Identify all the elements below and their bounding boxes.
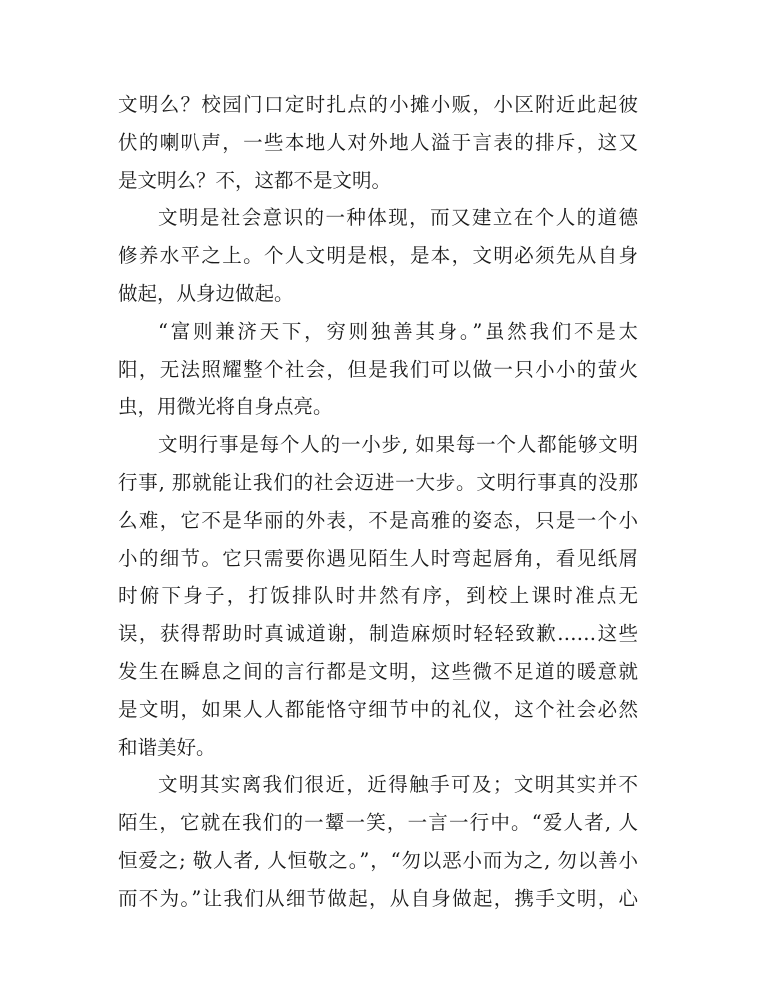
document-body: [118, 86, 638, 918]
text-line: 修养水平之上。个人文明是根，是本，文明必须先从自身: [118, 244, 638, 268]
paragraph: [118, 199, 638, 312]
text-line: 阳，无法照耀整个社会，但是我们可以做一只小小的萤火: [118, 357, 638, 381]
text-line: 文明其实离我们很近，近得触手可及；文明其实并不: [158, 773, 638, 797]
text-line: “富则兼济天下，穷则独善其身。”虽然我们不是太: [158, 319, 638, 343]
text-line: 小的细节。它只需要你遇见陌生人时弯起唇角，看见纸屑: [118, 546, 638, 570]
paragraph: [118, 766, 638, 917]
text-line: 行事, 那就能让我们的社会迈进一大步。文明行事真的没那: [118, 470, 638, 494]
text-line: 恒爱之; 敬人者, 人恒敬之。”，“勿以恶小而为之, 勿以善小: [118, 848, 638, 872]
text-line: 而不为。”让我们从细节做起，从自身做起，携手文明，心: [118, 886, 638, 910]
text-line: 时俯下身子，打饭排队时井然有序，到校上课时准点无: [118, 584, 638, 608]
text-line: 和谐美好。: [118, 735, 216, 759]
paragraph: [118, 86, 638, 199]
text-line: 做起，从身边做起。: [118, 281, 294, 305]
text-line: 误，获得帮助时真诚道谢，制造麻烦时轻轻致歉……这些: [118, 622, 638, 646]
text-line: 文明么？校园门口定时扎点的小摊小贩，小区附近此起彼: [118, 93, 638, 116]
text-line: 发生在瞬息之间的言行都是文明，这些微不足道的暖意就: [118, 659, 638, 683]
text-line: 文明是社会意识的一种体现，而又建立在个人的道德: [158, 206, 638, 230]
text-line: 是文明，如果人人都能恪守细节中的礼仪，这个社会必然: [118, 697, 638, 721]
text-line: 么难，它不是华丽的外表，不是高雅的姿态，只是一个小: [118, 508, 638, 532]
text-line: 文明行事是每个人的一小步, 如果每一个人都能够文明: [158, 433, 638, 457]
paragraph: [118, 426, 638, 766]
text-line: 陌生，它就在我们的一颦一笑，一言一行中。“爱人者, 人: [118, 811, 638, 835]
paragraph: [118, 313, 638, 426]
text-line: 是文明么？不，这都不是文明。: [118, 168, 392, 192]
text-line: 虫，用微光将自身点亮。: [118, 395, 333, 419]
text-line: 伏的喇叭声，一些本地人对外地人溢于言表的排斥，这又: [118, 130, 638, 154]
